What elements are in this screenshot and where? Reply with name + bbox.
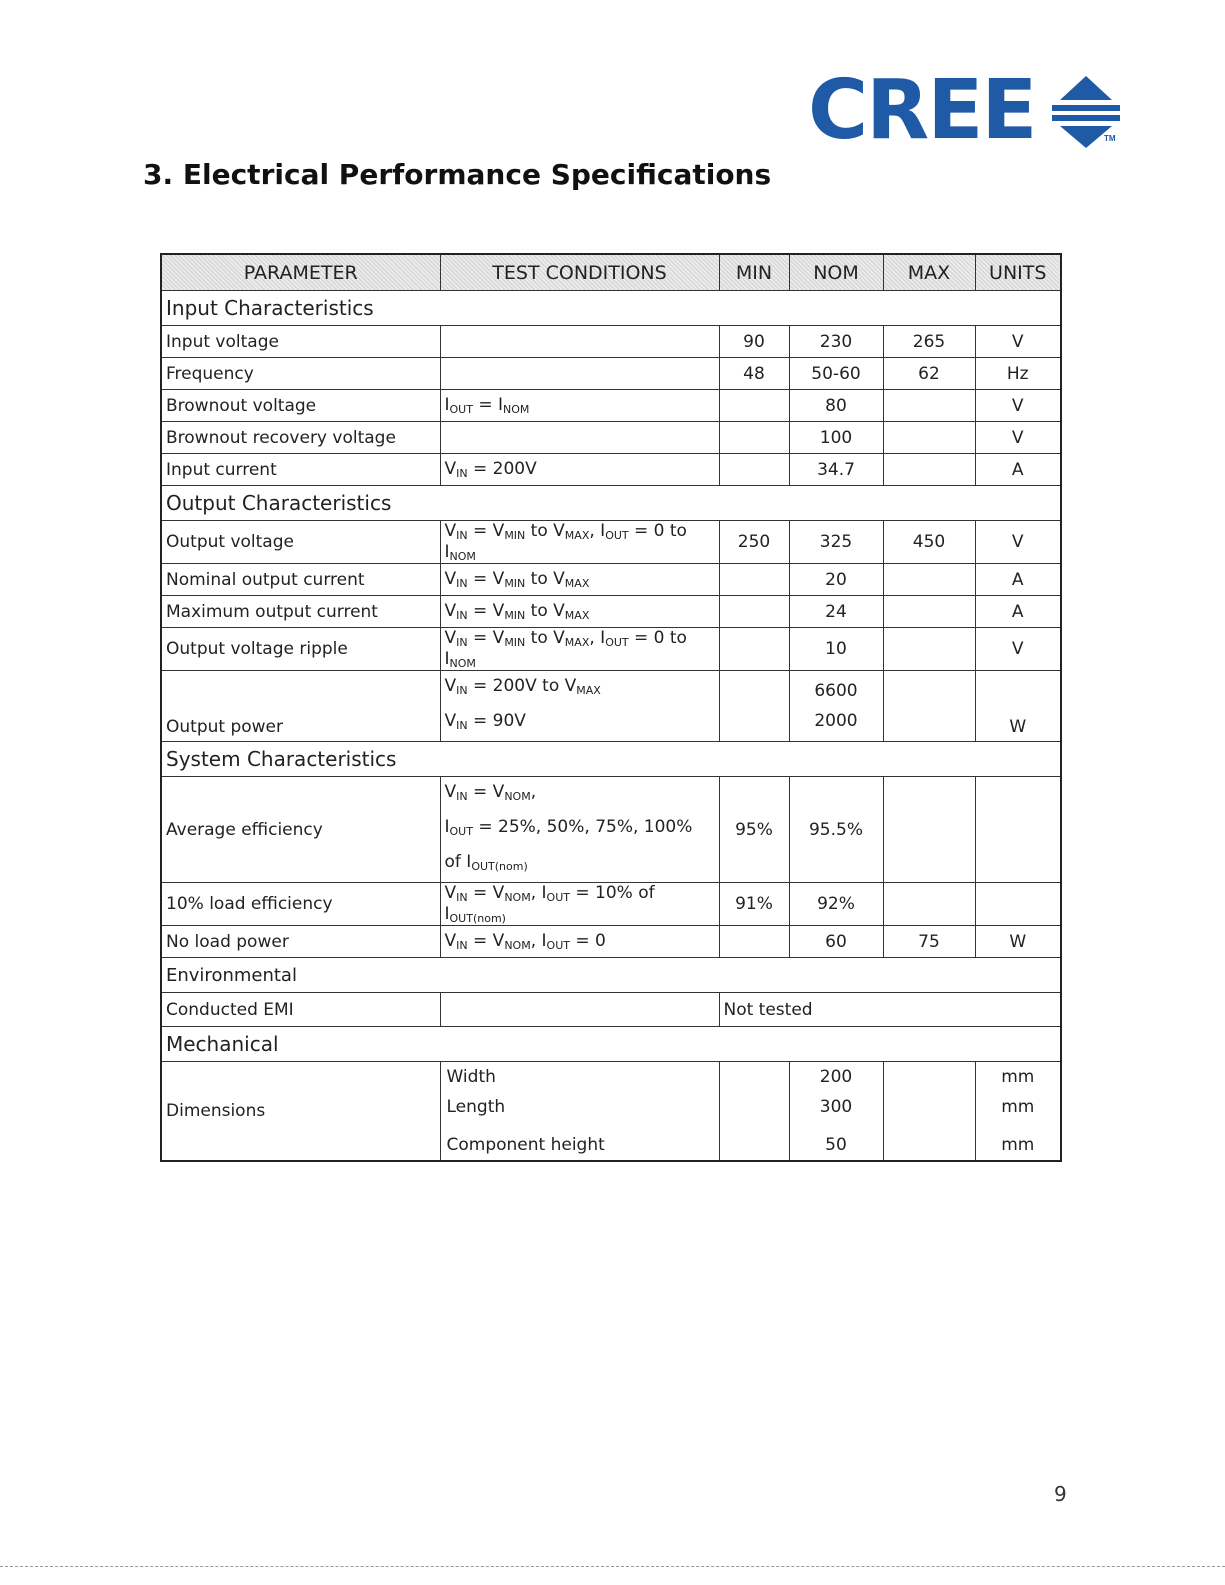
table-row [161, 926, 1061, 958]
max-cell [883, 390, 975, 422]
conditions-cell: $V_{IN} = V_{MIN}$ to $V_{MAX}$, $I_{OUT} = 0$ to $I_{NOM}$ [440, 521, 719, 564]
section-row [161, 486, 1061, 521]
units-cell: V [975, 326, 1061, 358]
max-cell: 75 [883, 926, 975, 958]
section-title-output: Output Characteristics [161, 486, 1061, 521]
param-cell: Frequency [161, 358, 440, 390]
param-cell: 10% load efficiency [161, 883, 440, 926]
table-row [161, 1062, 1061, 1162]
max-cell [883, 454, 975, 486]
min-cell [719, 628, 789, 671]
units-cell: A [975, 564, 1061, 596]
nom-cell: 80 [789, 390, 883, 422]
units-cell: V [975, 422, 1061, 454]
conditions-cell [440, 422, 719, 454]
min-cell: 48 [719, 358, 789, 390]
conditions-cell [440, 358, 719, 390]
table-row [161, 422, 1061, 454]
units-cell: A [975, 596, 1061, 628]
nom-value: 2000 [814, 711, 858, 731]
nom-cell: 92% [789, 883, 883, 926]
nom-cell: 10 [789, 628, 883, 671]
min-cell [719, 1062, 789, 1162]
header-parameter: PARAMETER [161, 254, 440, 291]
table-row [161, 358, 1061, 390]
nom-value: 6600 [814, 681, 858, 701]
max-cell [883, 1062, 975, 1162]
conditions-cell: $V_{IN} = V_{MIN}$ to $V_{MAX}$ [440, 596, 719, 628]
units-cell: W [975, 671, 1061, 742]
conditions-cell: $V_{IN} = V_{NOM}$, $I_{OUT} = 0$ [440, 926, 719, 958]
logo-wordmark: CREE [808, 63, 1036, 158]
nom-cell: 24 [789, 596, 883, 628]
dimension-label: Width [446, 1067, 496, 1087]
table-row [161, 390, 1061, 422]
conditions-cell [440, 993, 719, 1027]
param-cell: Input voltage [161, 326, 440, 358]
max-cell [883, 422, 975, 454]
section-row [161, 1027, 1061, 1062]
table-row [161, 777, 1061, 883]
dimension-unit: mm [1001, 1135, 1035, 1155]
header-test-conditions: TEST CONDITIONS [440, 254, 719, 291]
section-title-mechanical: Mechanical [161, 1027, 1061, 1062]
param-cell: Output voltage [161, 521, 440, 564]
dimension-unit: mm [1001, 1067, 1035, 1087]
units-cell: W [975, 926, 1061, 958]
nom-cell: 50-60 [789, 358, 883, 390]
trademark-mark: TM [1104, 134, 1116, 143]
header-units: UNITS [975, 254, 1061, 291]
units-cell [975, 1062, 1061, 1162]
table-row [161, 564, 1061, 596]
units-cell: Hz [975, 358, 1061, 390]
param-cell: No load power [161, 926, 440, 958]
units-cell: A [975, 454, 1061, 486]
param-cell: Output voltage ripple [161, 628, 440, 671]
section-title-input: Input Characteristics [161, 291, 1061, 326]
max-cell [883, 777, 975, 883]
nom-cell: 95.5% [789, 777, 883, 883]
section-row [161, 291, 1061, 326]
conditions-cell: $V_{IN} = V_{NOM}$, $I_{OUT} = 10\%$ of $I_{OUT(nom)}$ [440, 883, 719, 926]
max-cell: 450 [883, 521, 975, 564]
min-cell: 91% [719, 883, 789, 926]
page-number: 9 [1054, 1482, 1067, 1506]
conditions-cell: $V_{IN} = 200V$ to $V_{MAX}$ $V_{IN} = 90V$ [440, 671, 719, 742]
page-heading: 3. Electrical Performance Specifications [143, 158, 772, 191]
table-row [161, 883, 1061, 926]
table-row [161, 628, 1061, 671]
max-cell [883, 883, 975, 926]
header-nom: NOM [789, 254, 883, 291]
table-row [161, 671, 1061, 742]
conditions-cell: $V_{IN} = V_{NOM}$, $I_{OUT} = 25\%$, 50%, 75%, 100% of $I_{OUT(nom)}$ [440, 777, 719, 883]
nom-cell: 100 [789, 422, 883, 454]
cree-logo [808, 63, 1128, 158]
units-cell: V [975, 390, 1061, 422]
param-cell: Brownout recovery voltage [161, 422, 440, 454]
conditions-cell: $I_{OUT} = I_{NOM}$ [440, 390, 719, 422]
dimension-label: Length [446, 1097, 506, 1117]
value-cell: Not tested [719, 993, 1061, 1027]
param-cell: Brownout voltage [161, 390, 440, 422]
table-row [161, 596, 1061, 628]
section-title-system: System Characteristics [161, 742, 1061, 777]
conditions-cell [440, 326, 719, 358]
min-cell: 250 [719, 521, 789, 564]
param-cell: Output power [161, 671, 440, 742]
max-cell [883, 628, 975, 671]
max-cell [883, 596, 975, 628]
conditions-cell: $V_{IN} = V_{MIN}$ to $V_{MAX}$ [440, 564, 719, 596]
min-cell [719, 422, 789, 454]
nom-cell: 60 [789, 926, 883, 958]
param-cell: Maximum output current [161, 596, 440, 628]
section-row [161, 742, 1061, 777]
dimension-value: 50 [825, 1135, 847, 1155]
nom-cell [789, 671, 883, 742]
dimension-value: 200 [819, 1067, 853, 1087]
param-cell: Nominal output current [161, 564, 440, 596]
max-cell [883, 564, 975, 596]
param-cell: Input current [161, 454, 440, 486]
table-row [161, 454, 1061, 486]
param-cell: Dimensions [161, 1062, 440, 1162]
max-cell: 62 [883, 358, 975, 390]
table-header-row [161, 254, 1061, 291]
min-cell: 95% [719, 777, 789, 883]
conditions-cell [440, 1062, 719, 1162]
conditions-cell: $V_{IN} = V_{MIN}$ to $V_{MAX}$, $I_{OUT} = 0$ to $I_{NOM}$ [440, 628, 719, 671]
dimension-label: Component height [446, 1135, 605, 1155]
min-cell [719, 454, 789, 486]
max-cell: 265 [883, 326, 975, 358]
table-row [161, 326, 1061, 358]
dimension-unit: mm [1001, 1097, 1035, 1117]
min-cell [719, 390, 789, 422]
specifications-table [160, 253, 1060, 1162]
table-row [161, 993, 1061, 1027]
units-cell [975, 883, 1061, 926]
dimension-value: 300 [819, 1097, 853, 1117]
units-cell: V [975, 521, 1061, 564]
section-title-environmental: Environmental [161, 958, 1061, 993]
min-cell [719, 671, 789, 742]
nom-cell: 34.7 [789, 454, 883, 486]
units-cell [975, 777, 1061, 883]
min-cell [719, 596, 789, 628]
nom-cell: 20 [789, 564, 883, 596]
nom-cell [789, 1062, 883, 1162]
param-cell: Average efficiency [161, 777, 440, 883]
header-max: MAX [883, 254, 975, 291]
param-cell: Conducted EMI [161, 993, 440, 1027]
min-cell: 90 [719, 326, 789, 358]
min-cell [719, 926, 789, 958]
nom-cell: 325 [789, 521, 883, 564]
header-min: MIN [719, 254, 789, 291]
page-divider [0, 1566, 1225, 1567]
section-row [161, 958, 1061, 993]
max-cell [883, 671, 975, 742]
min-cell [719, 564, 789, 596]
table-row [161, 521, 1061, 564]
conditions-cell: $V_{IN} = 200V$ [440, 454, 719, 486]
units-cell: V [975, 628, 1061, 671]
nom-cell: 230 [789, 326, 883, 358]
